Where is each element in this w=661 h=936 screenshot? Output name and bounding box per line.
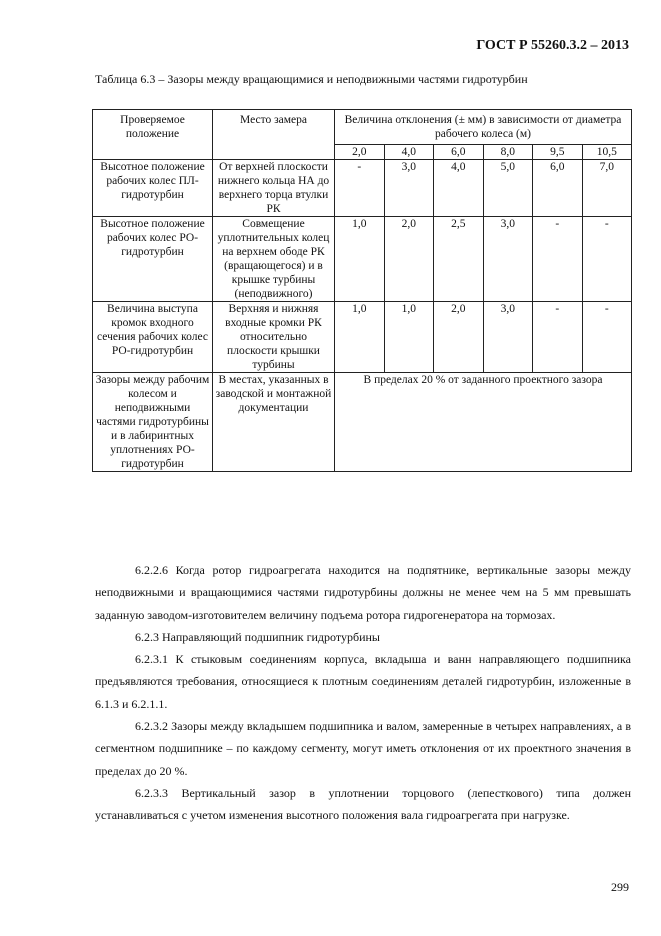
value-cell: 1,0 bbox=[335, 217, 385, 302]
body-text bbox=[95, 559, 631, 827]
value-cell: 2,0 bbox=[434, 302, 484, 373]
header-place: Место замера bbox=[213, 110, 335, 160]
place-cell: От верхней плоскости нижнего кольца НА до верхнего торца втулки РК bbox=[213, 160, 335, 217]
diameter-cell: 6,0 bbox=[434, 145, 484, 160]
table-caption: Таблица 6.3 – Зазоры между вращающимися и неподвижными частями гидротурбин bbox=[95, 72, 528, 86]
header-position: Проверяемое положение bbox=[93, 110, 213, 160]
value-cell: - bbox=[533, 302, 583, 373]
standard-designation: ГОСТ Р 55260.3.2 – 2013 bbox=[476, 38, 629, 53]
diameter-cell: 8,0 bbox=[483, 145, 533, 160]
value-cell: 3,0 bbox=[483, 217, 533, 302]
paragraph: 6.2.3.2 Зазоры между вкладышем подшипника и валом, замеренные в четырех направлениях, а в сегментном подшипнике – по каждому сегменту, могут иметь отклонения от их проектного значения в пределах до 20 %. bbox=[95, 719, 631, 778]
diameter-cell: 9,5 bbox=[533, 145, 583, 160]
position-cell: Высотное положение рабочих колес РО-гидротурбин bbox=[93, 217, 213, 302]
place-cell: В местах, указанных в заводской и монтажной документации bbox=[213, 373, 335, 472]
value-cell: 3,0 bbox=[384, 160, 434, 217]
paragraph: 6.2.2.6 Когда ротор гидроагрегата находится на подпятнике, вертикальные зазоры между неподвижными и вращающимися частями гидротурбины должны не менее чем на 5 мм превышать заданную заводом-изготовителем величину подъема ротора гидрогенератора на тормозах. bbox=[95, 563, 631, 622]
place-cell: Верхняя и нижняя входные кромки РК относительно плоскости крышки турбины bbox=[213, 302, 335, 373]
table-row bbox=[93, 160, 632, 217]
note-cell: В пределах 20 % от заданного проектного зазора bbox=[335, 373, 632, 472]
position-cell: Высотное положение рабочих колес ПЛ-гидротурбин bbox=[93, 160, 213, 217]
diameter-cell: 10,5 bbox=[582, 145, 632, 160]
value-cell: 6,0 bbox=[533, 160, 583, 217]
paragraph: 6.2.3.1 К стыковым соединениям корпуса, вкладыша и ванн направляющего подшипника предъявляются требования, относящиеся к плотным соединениям деталей гидротурбин, изложенные в 6.1.3 и 6.2.1.1. bbox=[95, 652, 631, 711]
table-row bbox=[93, 217, 632, 302]
value-cell: 1,0 bbox=[384, 302, 434, 373]
value-cell: - bbox=[533, 217, 583, 302]
value-cell: 2,5 bbox=[434, 217, 484, 302]
paragraph: 6.2.3.3 Вертикальный зазор в уплотнении торцового (лепесткового) типа должен устанавливаться с учетом изменения высотного положения вала гидроагрегата при нагрузке. bbox=[95, 785, 631, 823]
value-cell: 4,0 bbox=[434, 160, 484, 217]
position-cell: Величина выступа кромок входного сечения рабочих колес РО-гидротурбин bbox=[93, 302, 213, 373]
clearances-table bbox=[92, 109, 632, 472]
header-deviation: Величина отклонения (± мм) в зависимости от диаметра рабочего колеса (м) bbox=[335, 110, 632, 145]
value-cell: 1,0 bbox=[335, 302, 385, 373]
table-row bbox=[93, 302, 632, 373]
value-cell: 2,0 bbox=[384, 217, 434, 302]
diameter-cell: 4,0 bbox=[384, 145, 434, 160]
position-cell: Зазоры между рабочим колесом и неподвижными частями гидротурбины и в лабиринтных уплотнениях РО-гидротурбин bbox=[93, 373, 213, 472]
section-heading: 6.2.3 Направляющий подшипник гидротурбины bbox=[135, 629, 380, 644]
value-cell: 7,0 bbox=[582, 160, 632, 217]
value-cell: 5,0 bbox=[483, 160, 533, 217]
value-cell: - bbox=[582, 217, 632, 302]
table-row bbox=[93, 373, 632, 472]
value-cell: - bbox=[582, 302, 632, 373]
table-header-row bbox=[93, 110, 632, 145]
place-cell: Совмещение уплотнительных колец на верхнем ободе РК (вращающегося) и в крышке турбины (неподвижного) bbox=[213, 217, 335, 302]
value-cell: - bbox=[335, 160, 385, 217]
diameter-cell: 2,0 bbox=[335, 145, 385, 160]
value-cell: 3,0 bbox=[483, 302, 533, 373]
page-number: 299 bbox=[611, 880, 629, 894]
